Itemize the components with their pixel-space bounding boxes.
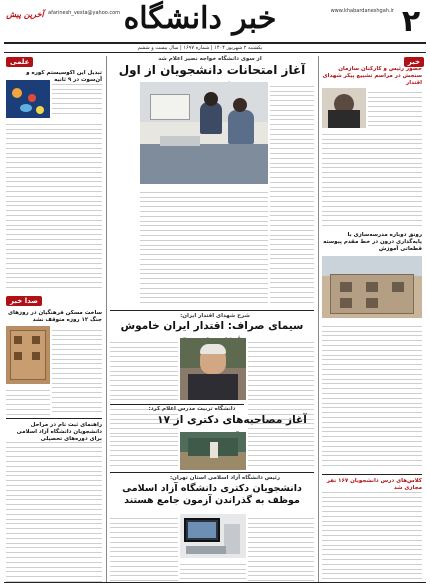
left-bottom-headline: راهنمای ثبت نام در مراحل دانشجویان دانشگاه آزاد اسلامی برای دوره‌های تحصیلی [16, 422, 102, 442]
middle-story-divider [110, 310, 314, 311]
masthead-website: www.khabardaneshgah.ir [330, 8, 394, 14]
azad-photo [180, 514, 246, 558]
left-bottom-divider [6, 418, 102, 419]
middle-story-headline: سیمای صراف: اقتدار ایران خاموش [120, 320, 304, 332]
masthead-divider [4, 42, 426, 44]
lead-photo [140, 82, 268, 184]
right-mid-body [322, 322, 422, 472]
right-bottom-body [322, 488, 422, 580]
right-mid-headline: رونق دوباره مدرسه‌سازی با پایه‌گذاری درون در خط مقدم پیوسته قطعاتی آموزش [323, 232, 422, 252]
azad-body-3 [180, 560, 246, 582]
left-top-body-2 [6, 120, 102, 292]
azad-divider [110, 472, 314, 473]
left-bottom-body [6, 438, 102, 582]
page-bottom-rule [4, 582, 426, 583]
column-rule-left [106, 56, 107, 582]
middle-story-kicker: شرح شهدای اقتدار ایران: [180, 313, 250, 319]
left-top-body [52, 80, 102, 118]
left-mid-body-2 [6, 386, 50, 416]
interview-kicker: دانشگاه تربیت مدرس اعلام کرد: [148, 406, 236, 412]
left-top-headline: تبدیل این اکوسیستم کوره و آن‌سوت در ۹ ثانیه [26, 70, 102, 83]
right-bottom-headline: کلاس‌های درس دانشجویان ۱۶۷ نفر مجازی شد [326, 478, 422, 491]
section-tag-short-news: صدا خبر [6, 296, 42, 306]
lead-body-col-1 [270, 82, 314, 307]
middle-story-photo [180, 338, 246, 400]
interview-divider [110, 404, 244, 405]
right-top-body-2 [322, 130, 422, 230]
masthead-logo: خبر دانشگاه [123, 1, 277, 36]
lead-body-col-2 [140, 188, 268, 307]
right-top-photo [322, 88, 366, 128]
left-top-photo [6, 80, 50, 118]
left-mid-body [52, 326, 102, 416]
masthead [4, 1, 426, 44]
right-top-body [368, 88, 422, 128]
lead-kicker: از سوی دانشگاه خواجه نصیر اعلام شد [158, 56, 262, 62]
date-divider [4, 52, 426, 53]
left-mid-photo [6, 326, 50, 384]
page-number: ۲ [401, 4, 421, 39]
interview-body-2 [110, 432, 178, 470]
azad-kicker: رئیس دانشگاه آزاد اسلامی استان تهران: [169, 475, 281, 481]
interview-body-1 [248, 432, 314, 470]
azad-body-2 [110, 514, 178, 582]
right-bottom-divider [322, 474, 422, 475]
right-mid-photo [322, 256, 422, 318]
date-line: یکشنبه ۲ شهریور ۱۴۰۴ | شماره ۱۶۹۷ | سال بیست و ششم [137, 45, 263, 51]
right-top-headline: حضور رئیس و کارکنان سازمان سنجش در مراسم تشییع پیکر شهدای اقتدار [322, 66, 422, 86]
masthead-email: afarinesh_vesta@yahoo.com [48, 10, 121, 16]
section-tag-news: خبر [404, 57, 424, 67]
lead-headline: آغاز امتحانات دانشجویان از اول [118, 63, 306, 77]
section-tag-scientific: علمی [6, 57, 33, 67]
azad-body-1 [248, 514, 314, 582]
azad-headline: دانشجویان دکتری دانشگاه آزاد اسلامی موظف به گذراندن آزمون جامع هستند [122, 483, 302, 506]
left-mid-headline: ساخت مسکن فرهنگیان در روزهای جنگ ۱۲ روزه متوقف نشد [7, 310, 102, 323]
interview-headline: آغاز مصاحبه‌های دکتری از ۱۷ [157, 414, 307, 426]
column-rule-right [318, 56, 319, 582]
masthead-tag: آخرین پیش [6, 10, 44, 19]
interview-photo [180, 432, 246, 470]
